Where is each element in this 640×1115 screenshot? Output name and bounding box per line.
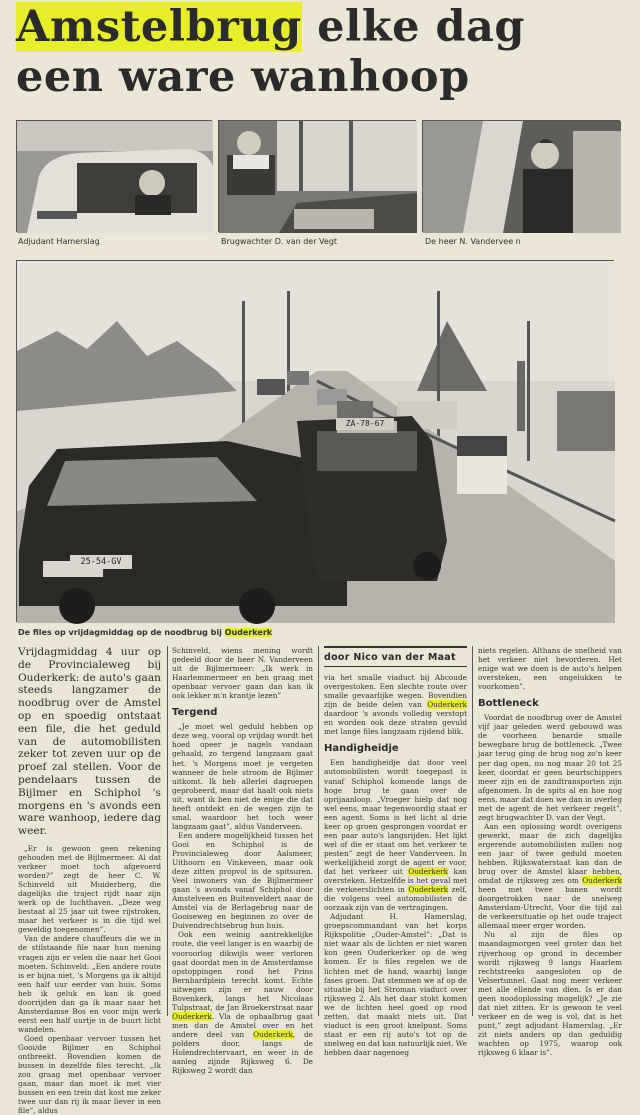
- text-run: kan oversteken. Hetzelfde is het geval met de verkeerslichten in: [324, 866, 468, 895]
- caption-main: [18, 628, 272, 637]
- photo-vandervegt: [218, 120, 416, 232]
- photo-vandervegt-image: [219, 121, 417, 233]
- caption-hamerslag: Adjudant Hamerslag: [18, 237, 100, 246]
- caption-vanderveen: De heer N. Vandervee n: [425, 237, 521, 246]
- text-run: Aan een oplossing wordt overigens gewerkt, maar de zich dagelijks ergerende automobilisten zullen nog een jaar of twee geduld moeten hebben. Rijkswaterstaat kan dan de brug over de Amstel klaar hebben, omdat de rijksweg zes om: [478, 821, 622, 886]
- paragraph: Nu al zijn de files op maandagmorgen veel groter dan het rijverhoog op grond in december wordt rijksweg 9 langs Haarlem rechtstreeks aangesloten op de Velsertunnel. Gaat nog meer verkeer met alle ellende van dien. Is er dan geen noodoplossing mogelijk? „Je zie dat niet zitten. Er is gewoon te veel verkeer en de weg is vol, dat is het punt,” zegt adjudant Hamerslag. „Er zit niets anders op dan geduldig wachten op 1975, waarop ook rijksweg 6 klaar is”.: [478, 930, 622, 1058]
- caption-vandervegt: Brugwachter D. van der Vegt: [221, 237, 338, 246]
- column-4: [478, 646, 622, 1058]
- byline: door Nico van der Maat: [324, 646, 467, 667]
- headline: [16, 2, 626, 102]
- subheading-handigheidje: Handigheidje: [324, 743, 399, 755]
- paragraph: [324, 673, 467, 736]
- plate-left: 25-54-GV: [70, 555, 132, 569]
- column-rule-2: [318, 646, 319, 1016]
- keyword-ouderkerk: Ouderkerk: [427, 700, 467, 710]
- headline-line1-rest: elke dag: [301, 2, 525, 52]
- paragraph: Een andere mogelijkheid tussen het Gooi en Schiphol is de Provincialeweg door Aalsmeer, Uithoorn en Vinkeveen, maar ook deze zitten propvol in de spitsuren. Veel inwoners van de Bijlmermeer gaan 's avonds vanaf Schiphol door Amstelveen en Buitenveldert naar de Amstel via de Berlagebrug naar de Gooiseweg en beginnen zo over de Duivendrechtsebrug hun huis.: [172, 830, 313, 931]
- text-run: Een handigheidje dat door veel automobilisten wordt toegepast is vanaf Schiphol komende langs de hoge brug te gaan over de oprijaanloop. „Vroeger hielp dat nog wel eens, maar tegenwoordig staat er een agent. Soms is het licht al drie keer op groen gesprongen voordat er een paar auto's langsrijden. Het lijkt wel of die er staat om het verkeer te pesten” zegt de heer Vanderveen. In werkelijkheid zorgt de agent er voor, dat het verkeer uit: [324, 758, 467, 876]
- keyword-ouderkerk: Ouderkerk: [408, 885, 449, 895]
- column-rule-3: [472, 646, 473, 1016]
- column-1: [18, 646, 161, 1115]
- paragraph: Van de andere chauffeurs die we in de stilstaande file naar hun mening vragen zijn er velen die naar het Gooi moeten. Schinveld: „Een andere route is er bijna niet, 's Morgens ga ik altijd een half uur eerder van huis. Soms heb ik geluk en kan ik goed doorrijden dan ga ik maar naar het Amsterdamse Bos en voor mijn werk eerst een half uurtje in de buurt licht wandelen.: [18, 934, 161, 1034]
- keyword-ouderkerk: Ouderkerk: [582, 876, 622, 886]
- paragraph: [172, 930, 313, 1075]
- headline-line2: een ware wanhoop: [16, 52, 470, 102]
- text-run: Ook een weinig aantrekkelijke route, die veel langer is en waarbij de vooroorlog dikwijls weer verloren gaat doordat men in de Amsterdamse opstoppingen rond het Prins Bernhardplein terecht komt. Echte uitwegen zijn er nauw door Bovenkerk, langs het Nicolaas Tulpstraat, de Jan Broekerstraat naar: [172, 930, 313, 1012]
- text-run: via het smalle viaduct bij Abcoude overgestoken. Een slechte route over smalle gevaarlijke wegen. Bovendien zijn de beide delen van: [324, 673, 467, 710]
- plate-right: ZA-78-67: [336, 418, 394, 430]
- paragraph: Voordat de noodbrug over de Amstel vijf jaar geleden werd gebouwd was de voorheen benarde smalle bewegbare brug de bottleneck. „Twee jaar terug ging de brug nog zo'n keer per dag open, nu nog maar 20 tot 25 keer, doordat er geen beurtschippers meer zijn en de zandtransporten zijn afgenomen. In de spits al en hoe nog eens, maar dat doen we dan in overleg met de agent de het verkeer regelt”, zegt brugwachter D. van der Vegt.: [478, 713, 622, 822]
- lead-paragraph: Vrijdagmiddag 4 uur op de Provincialeweg bij Ouderkerk: de auto's gaan steeds langzamer de noodbrug over de Amstel op en spoedig ontstaat een file, die het geduld van de automobilisten zeker tot zeven uur op de proef zal stellen. Voor de pendelaars tussen de Bijlmer en Schiphol 's morgens en 's avonds een ware wanhoop, iedere dag weer.: [18, 646, 161, 838]
- text-run: daardoor 's avonds volledig verstopt en worden ook deze straten gevuld met lange files langzaam rijdend blik.: [324, 709, 467, 737]
- paragraph: niets regelen. Althans de snelheid van het verkeer niet bevorderen. Het enige wat we doen is de auto's helpen oversteken, een ongelukken te voorkomen”.: [478, 646, 622, 692]
- caption-main-text: De files op vrijdagmiddag op de noodbrug bij: [18, 628, 225, 637]
- paragraph: Schinveld, wiens mening wordt gedeeld door de heer N. Vanderveen uit de Bijlmermeer: „Ik werk in Haarlemmermeer en ben graag met openbaar vervoer gaan dan kan ik ook lekker m'n krantje lezen”: [172, 646, 313, 701]
- caption-main-keyword: Ouderkerk: [224, 628, 273, 637]
- text-run: , de polders door, langs de Holendrechtervaart, en weer in de aanleg zijnde Rijksweg 6. De Rijksweg 2 wordt dan: [172, 1029, 313, 1076]
- photo-vanderveen: [422, 120, 620, 232]
- headline-highlight: Amstelbrug: [16, 2, 302, 52]
- text-run: zelf, die volgens veel automobilisten de oorzaak zijn van de vertragingen.: [324, 885, 467, 913]
- column-rule-1: [167, 646, 168, 1016]
- paragraph: „Je moet wel geduld hebben op deze weg, vooral op vrijdag wordt het hoed opeer je nagels vandaan gehaald, zo tergend langzaam gaat het. 's Morgens moet je vergeten wanneer de hele stroom de Bijlmer uitkomt. Ik heb allerlei dagroepen geprobeerd, maar dat haalt ook niets uit, want ik ben niet de enige die dat heeft ontdekt en de wegen zijn te smal, waardoor het toch weer langzaam gaat”, aldus Vanderveen.: [172, 722, 313, 831]
- paragraph: [478, 822, 622, 931]
- photo-hamerslag-image: [17, 121, 213, 233]
- subheading-tergend: Tergend: [172, 707, 218, 719]
- text-run: heen met twee banen wordt doorgetrokken naar de snelweg Amsterdam-Utrecht. Voor die tijd zal de verkeersituatie op het oude traject allemaal meer erger worden.: [478, 885, 622, 931]
- keyword-ouderkerk: Ouderkerk: [253, 1029, 293, 1039]
- keyword-ouderkerk: Ouderkerk: [172, 1011, 212, 1021]
- subheading-bottleneck: Bottleneck: [478, 698, 539, 710]
- paragraph: „Er is gewoon geen rekening gehouden met de Bijlmermeer. Al dat verkeer moet toch afgevoerd worden?” zegt de heer C. W. Schinveld uit Muiderberg, die dagelijks die traject rijdt naar zijn werk op de luchthaven. „Deze weg bestaat al 25 jaar uit twee rijstroken, maar het verkeer is in die tijd wel geweldig toegenomen”.: [18, 843, 161, 935]
- column-3: [324, 646, 468, 1057]
- photo-vanderveen-image: [423, 121, 621, 233]
- photo-hamerslag: [16, 120, 212, 232]
- paragraph: Goed openbaar vervoer tussen het Gooi/de Bijlmer en Schiphol ontbreekt. Bovendien komen de bussen in dezelfde files terecht. „Ik zou graag met openbaar vervoer gaan, maar dan moet ik met vier bussen en een trein dat kost me zeker twee uur dan rij ik maar liever in een file”, aldus: [18, 1033, 161, 1115]
- paragraph: [324, 758, 467, 912]
- paragraph: Adjudant H. Hamerslag, groepscommandant van het korps Rijkspolitie „Ouder-Amstel”: „Dat is niet waar als de lichten er niet waren kon geen Ouderkerker op de weg komen. Er is files regelen we de lichten met de hand, waarbij lange fases groen. Dat stemmen we af op de situatie bij het Stroman viaduct over rijksweg 2. Als het daar stokt komen we de lichten heel goed op rood zetten, dat maakt niets uit. Dat viaduct is een groot knelpunt. Soms staat er een rij auto's tot op de snelweg en dat kan natuurlijk niet. We hebben daar nagenoeg: [324, 912, 467, 1057]
- text-run: . Vla de ophaalbrug gaat men dan de Amstel over en het andere deel van: [172, 1011, 313, 1039]
- column-2: [172, 646, 313, 1076]
- keyword-ouderkerk: Ouderkerk: [408, 866, 449, 876]
